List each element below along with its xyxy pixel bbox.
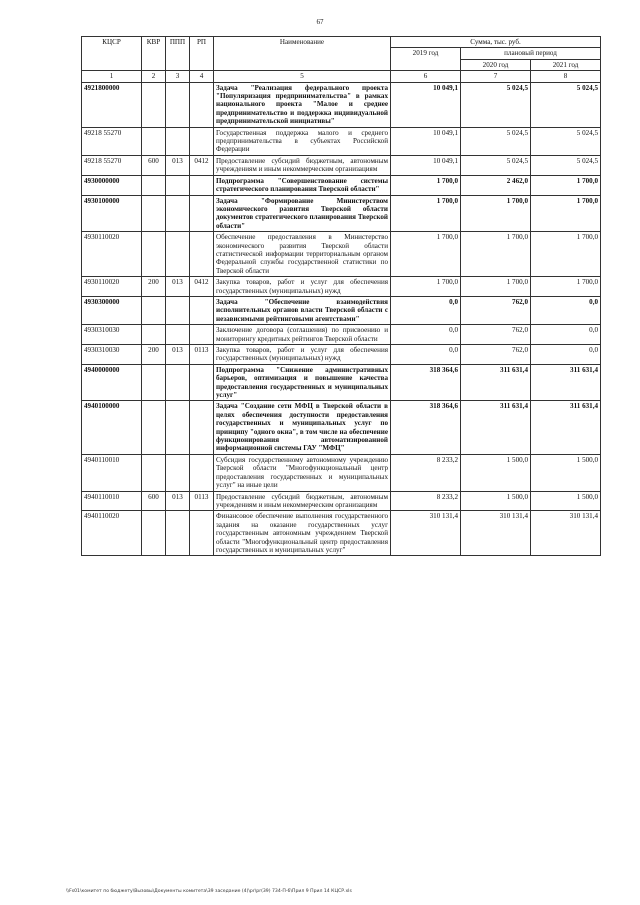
ppp-cell xyxy=(166,232,190,277)
sum-2021-cell: 5 024,5 xyxy=(531,127,601,155)
kcsr-cell: 4930100000 xyxy=(82,195,142,232)
ppp-cell xyxy=(166,401,190,454)
name-cell: Подпрограмма "Снижение административных барьеров, оптимизация и повышение качества предоставления государственных и муниципальных услуг" xyxy=(214,364,391,401)
table-row xyxy=(82,491,601,511)
name-cell: Закупка товаров, работ и услуг для обеспечения государственных (муниципальных) нужд xyxy=(214,277,391,297)
sum-2020-cell: 311 631,4 xyxy=(461,364,531,401)
kvr-cell xyxy=(142,401,166,454)
table-row xyxy=(82,296,601,324)
ppp-cell xyxy=(166,511,190,556)
rp-cell xyxy=(190,232,214,277)
ppp-cell: 013 xyxy=(166,345,190,365)
kcsr-cell: 4940100000 xyxy=(82,401,142,454)
name-cell: Обеспечение предоставления в Министерство экономического развития Тверской области статистической информации территориальным органом Федеральной службы государственной статистики по Тверской области xyxy=(214,232,391,277)
sum-2021-cell: 0,0 xyxy=(531,345,601,365)
table-row xyxy=(82,155,601,175)
kvr-cell: 200 xyxy=(142,277,166,297)
kvr-cell xyxy=(142,175,166,195)
kcsr-cell: 4930300000 xyxy=(82,296,142,324)
sum-2020-cell: 762,0 xyxy=(461,345,531,365)
sum-2020-cell: 5 024,5 xyxy=(461,155,531,175)
header-ppp: ППП xyxy=(166,37,190,71)
kvr-cell xyxy=(142,325,166,345)
name-cell: Финансовое обеспечение выполнения государственного задания на оказание государственных услуг государственным автономным учреждением Тверской области "Многофункциональный центр предоставления государственных и муниципальных услуг" xyxy=(214,511,391,556)
table-row xyxy=(82,232,601,277)
name-cell: Заключение договора (соглашения) по присвоению и мониторингу кредитных рейтингов Тверской области xyxy=(214,325,391,345)
col-number: 6 xyxy=(391,71,461,82)
sum-2021-cell: 0,0 xyxy=(531,325,601,345)
table-row xyxy=(82,277,601,297)
sum-2019-cell: 1 700,0 xyxy=(391,277,461,297)
rp-cell xyxy=(190,127,214,155)
rp-cell xyxy=(190,454,214,491)
name-cell: Подпрограмма "Совершенствование системы стратегического планирования Тверской области" xyxy=(214,175,391,195)
sum-2021-cell: 1 700,0 xyxy=(531,195,601,232)
kvr-cell xyxy=(142,127,166,155)
table-row xyxy=(82,401,601,454)
ppp-cell xyxy=(166,325,190,345)
name-cell: Задача "Реализация федерального проекта "Популяризация предпринимательства" в рамках национального проекта "Малое и среднее предпринимательство и поддержка индивидуальной предпринимательской инициативы" xyxy=(214,82,391,127)
kvr-cell xyxy=(142,296,166,324)
table-row xyxy=(82,195,601,232)
sum-2020-cell: 762,0 xyxy=(461,296,531,324)
sum-2019-cell: 1 700,0 xyxy=(391,232,461,277)
table-row xyxy=(82,364,601,401)
kcsr-cell: 4940110010 xyxy=(82,454,142,491)
sum-2021-cell: 311 631,4 xyxy=(531,401,601,454)
sum-2021-cell: 310 131,4 xyxy=(531,511,601,556)
kvr-cell xyxy=(142,195,166,232)
sum-2020-cell: 1 500,0 xyxy=(461,454,531,491)
name-cell: Задача "Создание сети МФЦ в Тверской области в целях обеспечения доступности предоставления государственных и муниципальных услуг по принципу "одного окна", в том числе на обеспечение функционирования автоматизированной информационной системы ГАУ "МФЦ" xyxy=(214,401,391,454)
sum-2021-cell: 1 500,0 xyxy=(531,491,601,511)
sum-2021-cell: 1 700,0 xyxy=(531,232,601,277)
name-cell: Задача "Формирование Министерством экономического развития Тверской области документов стратегического планирования Тверской области" xyxy=(214,195,391,232)
name-cell: Задача "Обеспечение взаимодействия исполнительных органов власти Тверской области с независимыми рейтинговыми агентствами" xyxy=(214,296,391,324)
sum-2020-cell: 762,0 xyxy=(461,325,531,345)
col-number: 7 xyxy=(461,71,531,82)
col-number: 1 xyxy=(82,71,142,82)
sum-2019-cell: 310 131,4 xyxy=(391,511,461,556)
kcsr-cell: 49218 55270 xyxy=(82,155,142,175)
name-cell: Государственная поддержка малого и среднего предпринимательства в субъектах Российской Федерации xyxy=(214,127,391,155)
kvr-cell xyxy=(142,364,166,401)
header-sum: Сумма, тыс. руб. xyxy=(391,37,601,48)
ppp-cell xyxy=(166,82,190,127)
sum-2020-cell: 5 024,5 xyxy=(461,127,531,155)
rp-cell xyxy=(190,195,214,232)
sum-2020-cell: 1 700,0 xyxy=(461,232,531,277)
footer-file-path: \\Fs01\комитет по бюджету\Вызовы\Документы комитета\39 заседание (4)\pr\pr(39) 734-П-6\Прил 9 Прил 14 КЦСР.xls xyxy=(66,889,352,894)
sum-2020-cell: 1 700,0 xyxy=(461,277,531,297)
header-kvr: КВР xyxy=(142,37,166,71)
table-row xyxy=(82,175,601,195)
sum-2020-cell: 1 700,0 xyxy=(461,195,531,232)
sum-2021-cell: 5 024,5 xyxy=(531,155,601,175)
sum-2019-cell: 1 700,0 xyxy=(391,195,461,232)
sum-2021-cell: 311 631,4 xyxy=(531,364,601,401)
col-number: 8 xyxy=(531,71,601,82)
ppp-cell xyxy=(166,454,190,491)
ppp-cell xyxy=(166,364,190,401)
kcsr-cell: 4930310030 xyxy=(82,345,142,365)
sum-2020-cell: 310 131,4 xyxy=(461,511,531,556)
sum-2020-cell: 5 024,5 xyxy=(461,82,531,127)
table-row xyxy=(82,127,601,155)
ppp-cell: 013 xyxy=(166,155,190,175)
col-number: 4 xyxy=(190,71,214,82)
rp-cell: 0412 xyxy=(190,277,214,297)
ppp-cell: 013 xyxy=(166,491,190,511)
sum-2021-cell: 5 024,5 xyxy=(531,82,601,127)
sum-2019-cell: 10 049,1 xyxy=(391,127,461,155)
sum-2020-cell: 311 631,4 xyxy=(461,401,531,454)
ppp-cell xyxy=(166,127,190,155)
table-row xyxy=(82,82,601,127)
sum-2020-cell: 1 500,0 xyxy=(461,491,531,511)
sum-2020-cell: 2 462,0 xyxy=(461,175,531,195)
header-name: Наименование xyxy=(214,37,391,71)
sum-2021-cell: 0,0 xyxy=(531,296,601,324)
ppp-cell xyxy=(166,296,190,324)
kcsr-cell: 4940110010 xyxy=(82,491,142,511)
table-row xyxy=(82,511,601,556)
col-number: 5 xyxy=(214,71,391,82)
kvr-cell xyxy=(142,82,166,127)
name-cell: Субсидия государственному автономному учреждению Тверской области "Многофункциональный центр предоставления государственных и муниципальных услуг" на иные цели xyxy=(214,454,391,491)
page-number: 67 xyxy=(316,18,324,26)
budget-table xyxy=(81,36,601,556)
name-cell: Предоставление субсидий бюджетным, автономным учреждениям и иным некоммерческим организациям xyxy=(214,155,391,175)
ppp-cell: 013 xyxy=(166,277,190,297)
rp-cell: 0412 xyxy=(190,155,214,175)
table-row xyxy=(82,345,601,365)
kvr-cell: 200 xyxy=(142,345,166,365)
col-number: 3 xyxy=(166,71,190,82)
sum-2019-cell: 318 364,6 xyxy=(391,401,461,454)
table-row xyxy=(82,454,601,491)
name-cell: Закупка товаров, работ и услуг для обеспечения государственных (муниципальных) нужд xyxy=(214,345,391,365)
header-kcsr: КЦСР xyxy=(82,37,142,71)
kvr-cell: 600 xyxy=(142,491,166,511)
sum-2019-cell: 0,0 xyxy=(391,325,461,345)
sum-2019-cell: 10 049,1 xyxy=(391,82,461,127)
sum-2021-cell: 1 700,0 xyxy=(531,277,601,297)
rp-cell xyxy=(190,175,214,195)
sum-2019-cell: 1 700,0 xyxy=(391,175,461,195)
kvr-cell xyxy=(142,454,166,491)
rp-cell xyxy=(190,511,214,556)
sum-2019-cell: 318 364,6 xyxy=(391,364,461,401)
kvr-cell xyxy=(142,511,166,556)
kvr-cell: 600 xyxy=(142,155,166,175)
header-year-2019: 2019 год xyxy=(391,48,461,71)
rp-cell xyxy=(190,296,214,324)
ppp-cell xyxy=(166,175,190,195)
sum-2021-cell: 1 500,0 xyxy=(531,454,601,491)
sum-2019-cell: 8 233,2 xyxy=(391,491,461,511)
kvr-cell xyxy=(142,232,166,277)
kcsr-cell: 49218 55270 xyxy=(82,127,142,155)
kcsr-cell: 4930310030 xyxy=(82,325,142,345)
kcsr-cell: 4930110020 xyxy=(82,277,142,297)
col-number: 2 xyxy=(142,71,166,82)
ppp-cell xyxy=(166,195,190,232)
table-row xyxy=(82,325,601,345)
kcsr-cell: 4940000000 xyxy=(82,364,142,401)
rp-cell xyxy=(190,364,214,401)
header-year-2020: 2020 год xyxy=(461,59,531,70)
header-rp: РП xyxy=(190,37,214,71)
kcsr-cell: 4930110020 xyxy=(82,232,142,277)
rp-cell xyxy=(190,401,214,454)
sum-2019-cell: 8 233,2 xyxy=(391,454,461,491)
sum-2021-cell: 1 700,0 xyxy=(531,175,601,195)
rp-cell xyxy=(190,82,214,127)
header-plan-period: плановый период xyxy=(461,48,601,59)
kcsr-cell: 4940110020 xyxy=(82,511,142,556)
header-year-2021: 2021 год xyxy=(531,59,601,70)
kcsr-cell: 4921800000 xyxy=(82,82,142,127)
rp-cell: 0113 xyxy=(190,491,214,511)
rp-cell: 0113 xyxy=(190,345,214,365)
sum-2019-cell: 10 049,1 xyxy=(391,155,461,175)
sum-2019-cell: 0,0 xyxy=(391,296,461,324)
name-cell: Предоставление субсидий бюджетным, автономным учреждениям и иным некоммерческим организациям xyxy=(214,491,391,511)
sum-2019-cell: 0,0 xyxy=(391,345,461,365)
rp-cell xyxy=(190,325,214,345)
kcsr-cell: 4930000000 xyxy=(82,175,142,195)
